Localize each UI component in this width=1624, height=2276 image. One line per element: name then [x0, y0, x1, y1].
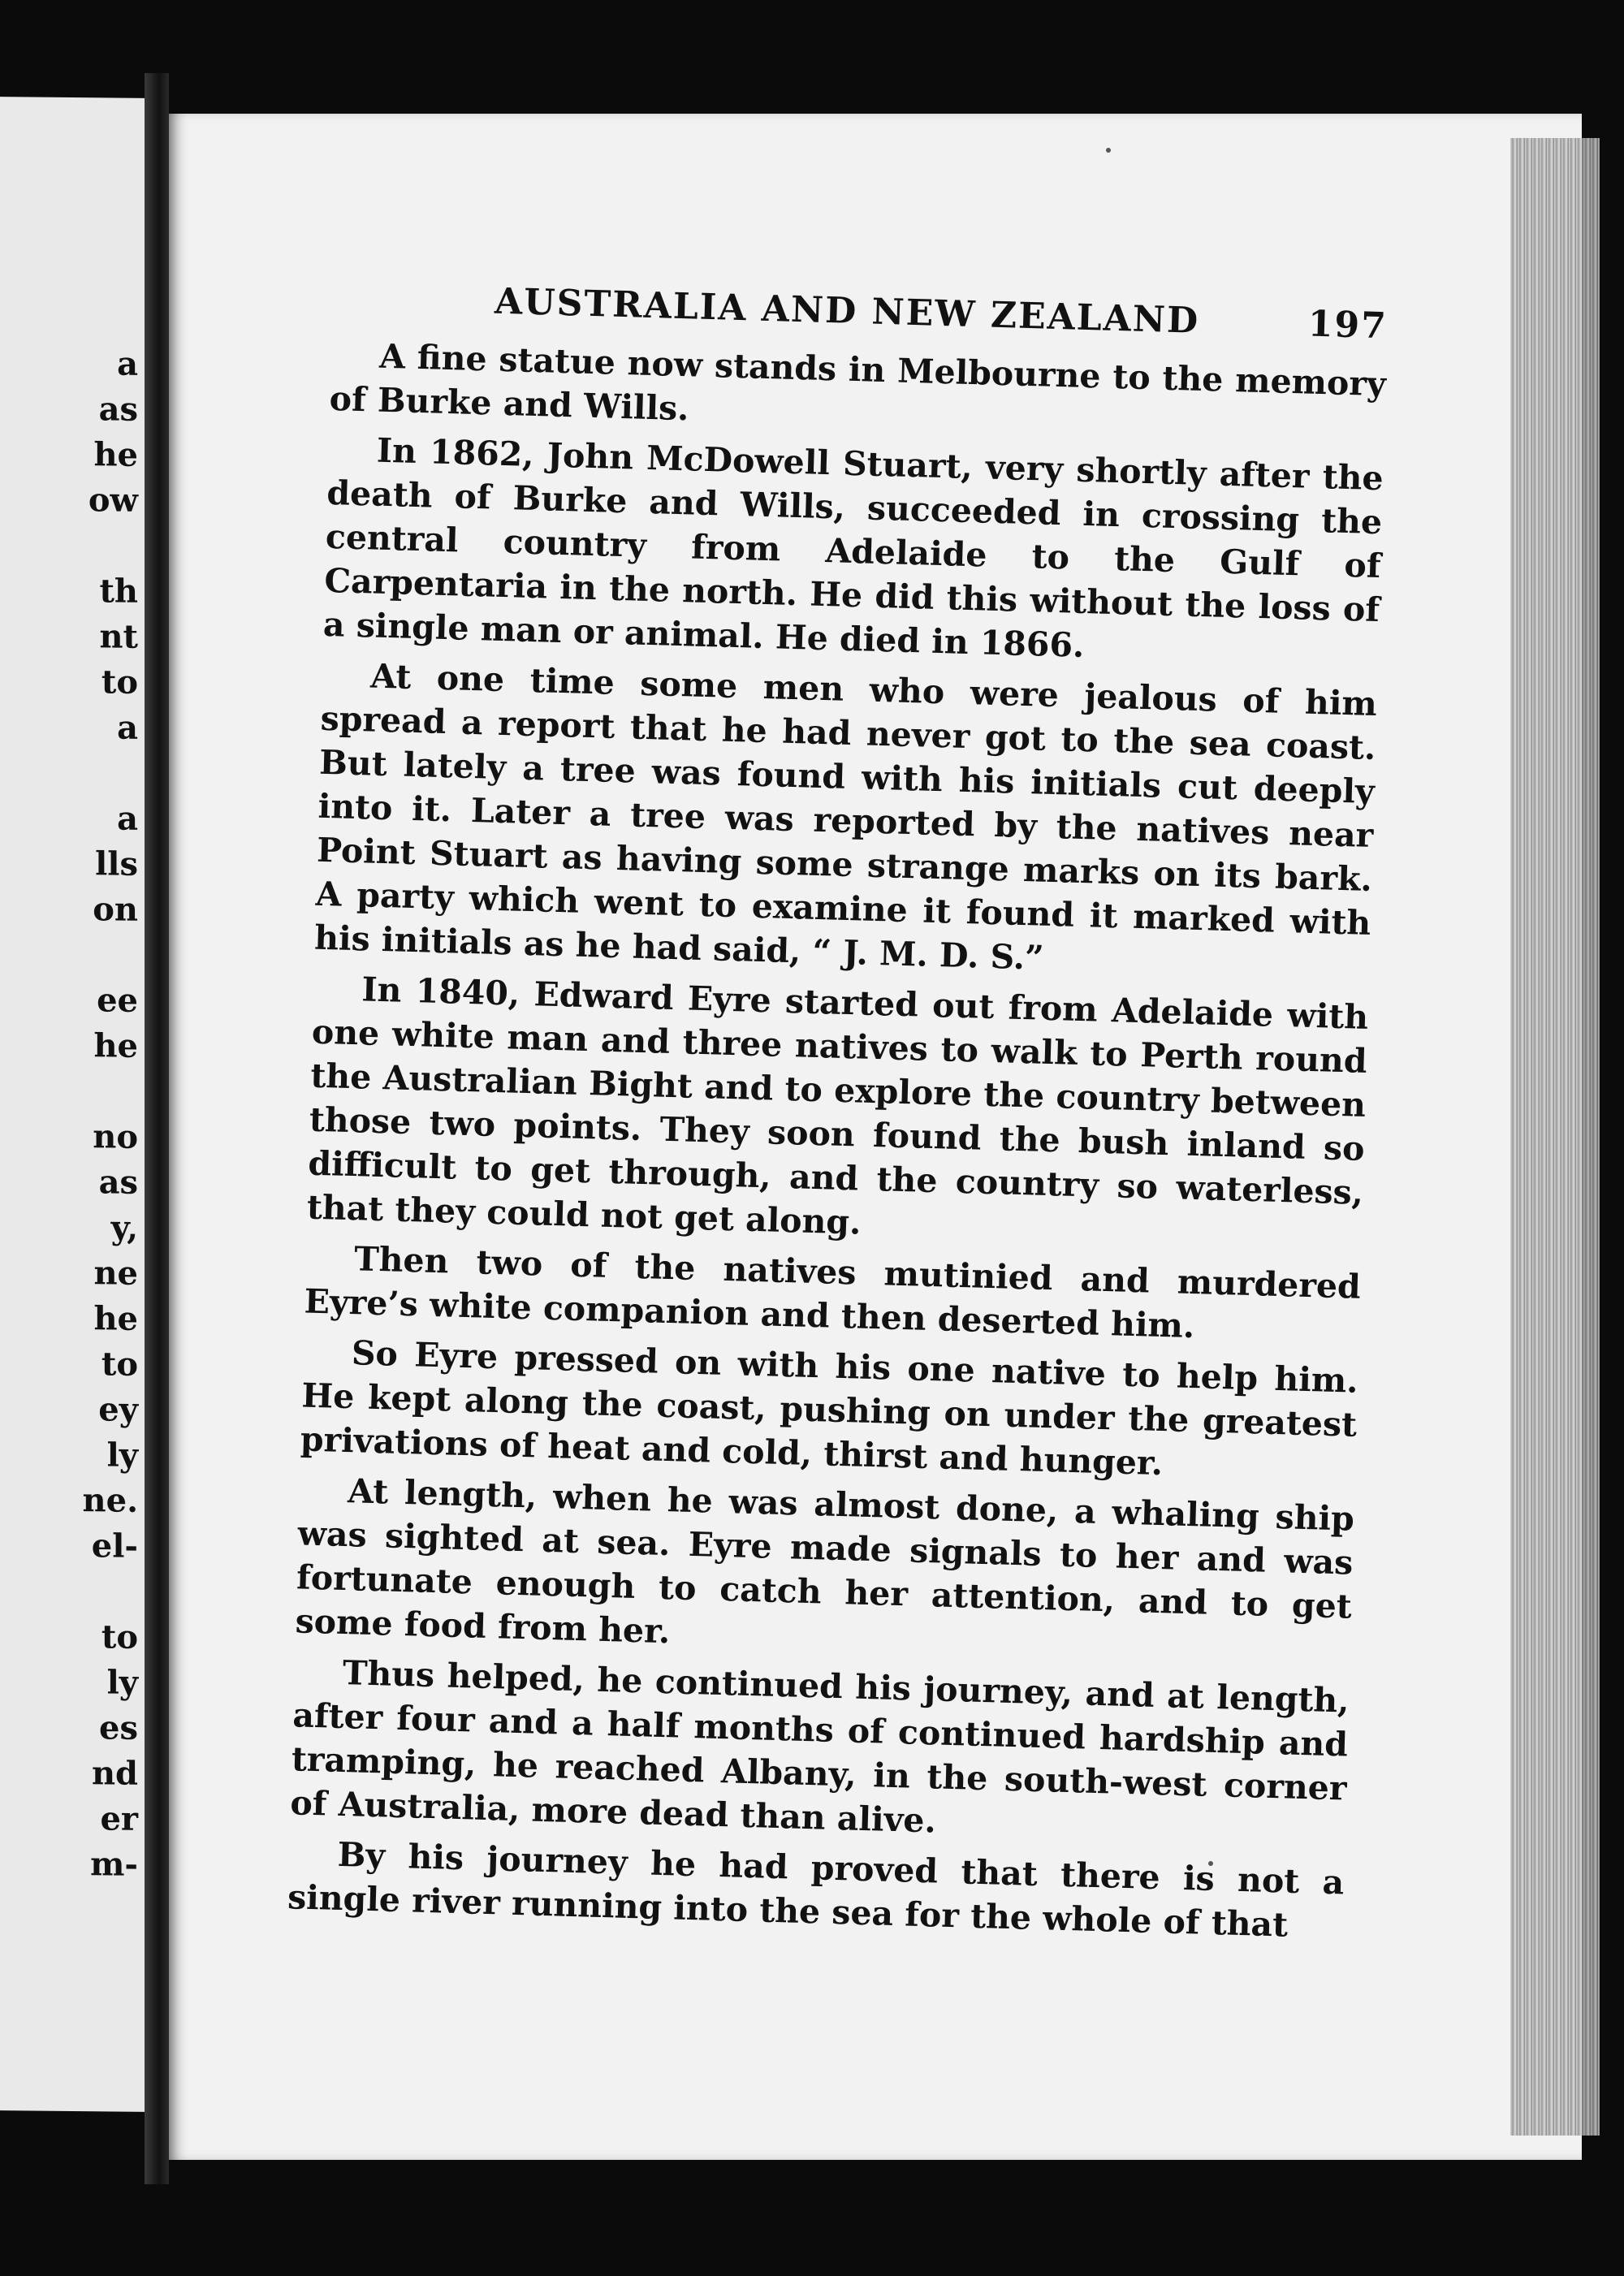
left-fragment: he	[93, 1026, 138, 1065]
paragraph: A fine statue now stands in Melbourne to the memory of Burke and Wills.	[329, 336, 1387, 429]
left-fragment: ne.	[82, 1481, 138, 1520]
left-fragment: to	[101, 663, 138, 702]
paragraph: So Eyre pressed on with his one native to help him. He kept along the coast, pushing on under the greatest privations of heat and cold, thirst and hunger.	[300, 1333, 1359, 1484]
left-fragment: er	[100, 1799, 138, 1838]
left-fragment: y,	[110, 1208, 138, 1247]
left-page-text-fragments	[16, 340, 138, 1888]
left-fragment: el-	[91, 1527, 138, 1566]
left-fragment: as	[98, 1163, 138, 1202]
left-fragment: no	[93, 1117, 138, 1156]
left-fragment: on	[93, 890, 138, 929]
left-fragment: es	[99, 1708, 138, 1747]
left-fragment: th	[99, 572, 138, 611]
left-fragment: lls	[95, 844, 138, 883]
left-fragment: to	[101, 1617, 138, 1656]
dust-speck	[1106, 148, 1111, 153]
left-fragment: m-	[90, 1845, 138, 1884]
book-gutter	[145, 73, 169, 2184]
page-number: 197	[1307, 303, 1389, 348]
left-fragment: he	[93, 435, 138, 474]
left-fragment	[16, 1068, 138, 1115]
left-fragment: ee	[97, 981, 138, 1020]
left-fragment: a	[117, 799, 138, 838]
left-fragment	[16, 1568, 138, 1615]
left-fragment	[16, 749, 138, 797]
left-fragment: he	[93, 1299, 138, 1338]
left-fragment: to	[101, 1345, 138, 1384]
left-fragment: nt	[99, 617, 138, 656]
page-edges	[1510, 138, 1600, 2136]
running-title: AUSTRALIA AND NEW ZEALAND	[494, 280, 1200, 342]
paragraph: Then two of the natives mutinied and murdered Eyre’s white companion and then deserted him.	[304, 1239, 1362, 1346]
paragraph: Thus helped, he continued his journey, and at length, after four and a half months of continued hardship and tramping, he reached Albany, in the south-west corner of Australia, more dead than alive.	[289, 1653, 1350, 1841]
left-fragment: ly	[106, 1436, 138, 1475]
paragraph: At length, when he was almost done, a whaling ship was sighted at sea. Eyre made signals to her and was fortunate enough to catch her attention, and to get some food from her.	[295, 1471, 1355, 1652]
left-fragment: ne	[93, 1254, 138, 1293]
left-fragment: a	[117, 344, 138, 383]
left-fragment: as	[98, 390, 138, 429]
paragraph: In 1862, John McDowell Stuart, very shortly after the death of Burke and Wills, succeeded in crossing the central country from Adelaide to the Gulf of Carpentaria in the north. He did this without the loss of a single man or animal. He died in 1866.	[322, 430, 1384, 666]
paragraph: By his journey he had proved that there is not a single river running into the sea for the whole of that	[287, 1834, 1345, 1945]
page-text	[287, 276, 1388, 1955]
left-fragment: a	[117, 708, 138, 747]
left-fragment	[16, 931, 138, 978]
paragraph: In 1840, Edward Eyre started out from Adelaide with one white man and three natives to walk to Perth round the Australian Bight and to explore the country between those two points. They soon found the bush inland so difficult to get through, and the country so waterless, that they could not get along.	[306, 970, 1369, 1242]
left-fragment	[16, 522, 138, 569]
left-facing-page	[0, 97, 145, 2112]
left-fragment: ly	[106, 1663, 138, 1702]
left-fragment: ow	[88, 481, 138, 520]
left-fragment: nd	[91, 1754, 138, 1793]
paragraph: At one time some men who were jealous of him spread a report that he had never got to the sea coast. But lately a tree was found with his initials cut deeply into it. Later a tree was reported by the natives near Point Stuart as having some strange marks on its bark. A party which went to examine it found it marked with his initials as he had said, “ J. M. D. S.”	[313, 656, 1378, 978]
left-fragment: ey	[98, 1390, 138, 1429]
